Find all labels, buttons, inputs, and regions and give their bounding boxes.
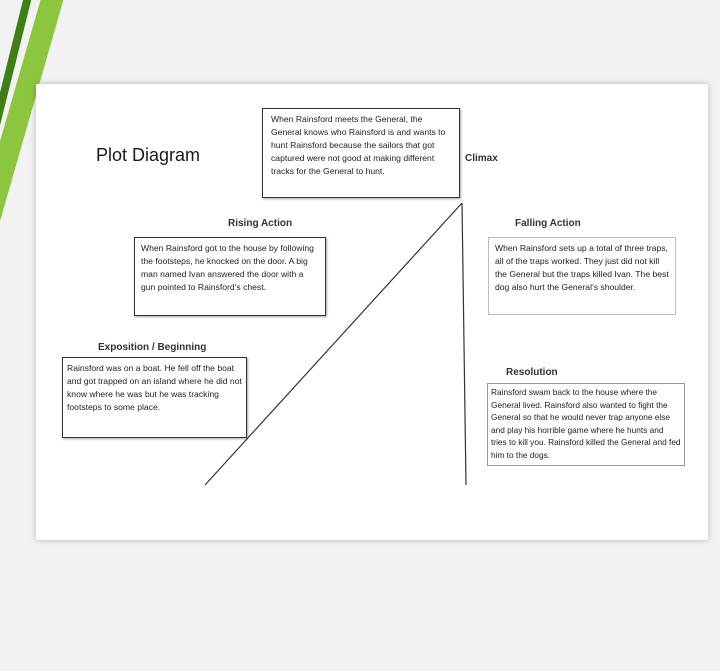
exposition-text-box: Rainsford was on a boat. He fell off the boat and got trapped on an island where he did not know where he was but he was tracking footsteps to some place. xyxy=(62,357,247,438)
falling-action-label: Falling Action xyxy=(515,218,581,229)
resolution-label: Resolution xyxy=(506,367,558,378)
resolution-text-box: Rainsford swam back to the house where the General lived. Rainsford also wanted to fight the General so that he would never trap anyone else and play his horrible game where he hunts and tries to kill you. Rainsford killed the General and fed him to the dogs. xyxy=(487,383,685,466)
exposition-label: Exposition / Beginning xyxy=(98,342,207,353)
page-title: Plot Diagram xyxy=(96,145,201,165)
falling-line xyxy=(462,203,466,485)
falling-action-text-box: When Rainsford sets up a total of three traps, all of the traps worked. They just did not kill the General but the traps killed Ivan. The best dog also hurt the General’s shoulder. xyxy=(488,237,676,315)
rising-action-text-box: When Rainsford got to the house by following the footsteps, he knocked on the door. A big man named Ivan answered the door with a gun pointed to Rainsford’s chest. xyxy=(134,237,326,316)
climax-label: Climax xyxy=(465,153,498,164)
rising-action-label: Rising Action xyxy=(228,218,293,229)
climax-text-box: When Rainsford meets the General, the General knows who Rainsford is and wants to hunt Rainsford because the sailors that got captured were not good at making different tracks for the General to hunt. xyxy=(262,108,460,198)
